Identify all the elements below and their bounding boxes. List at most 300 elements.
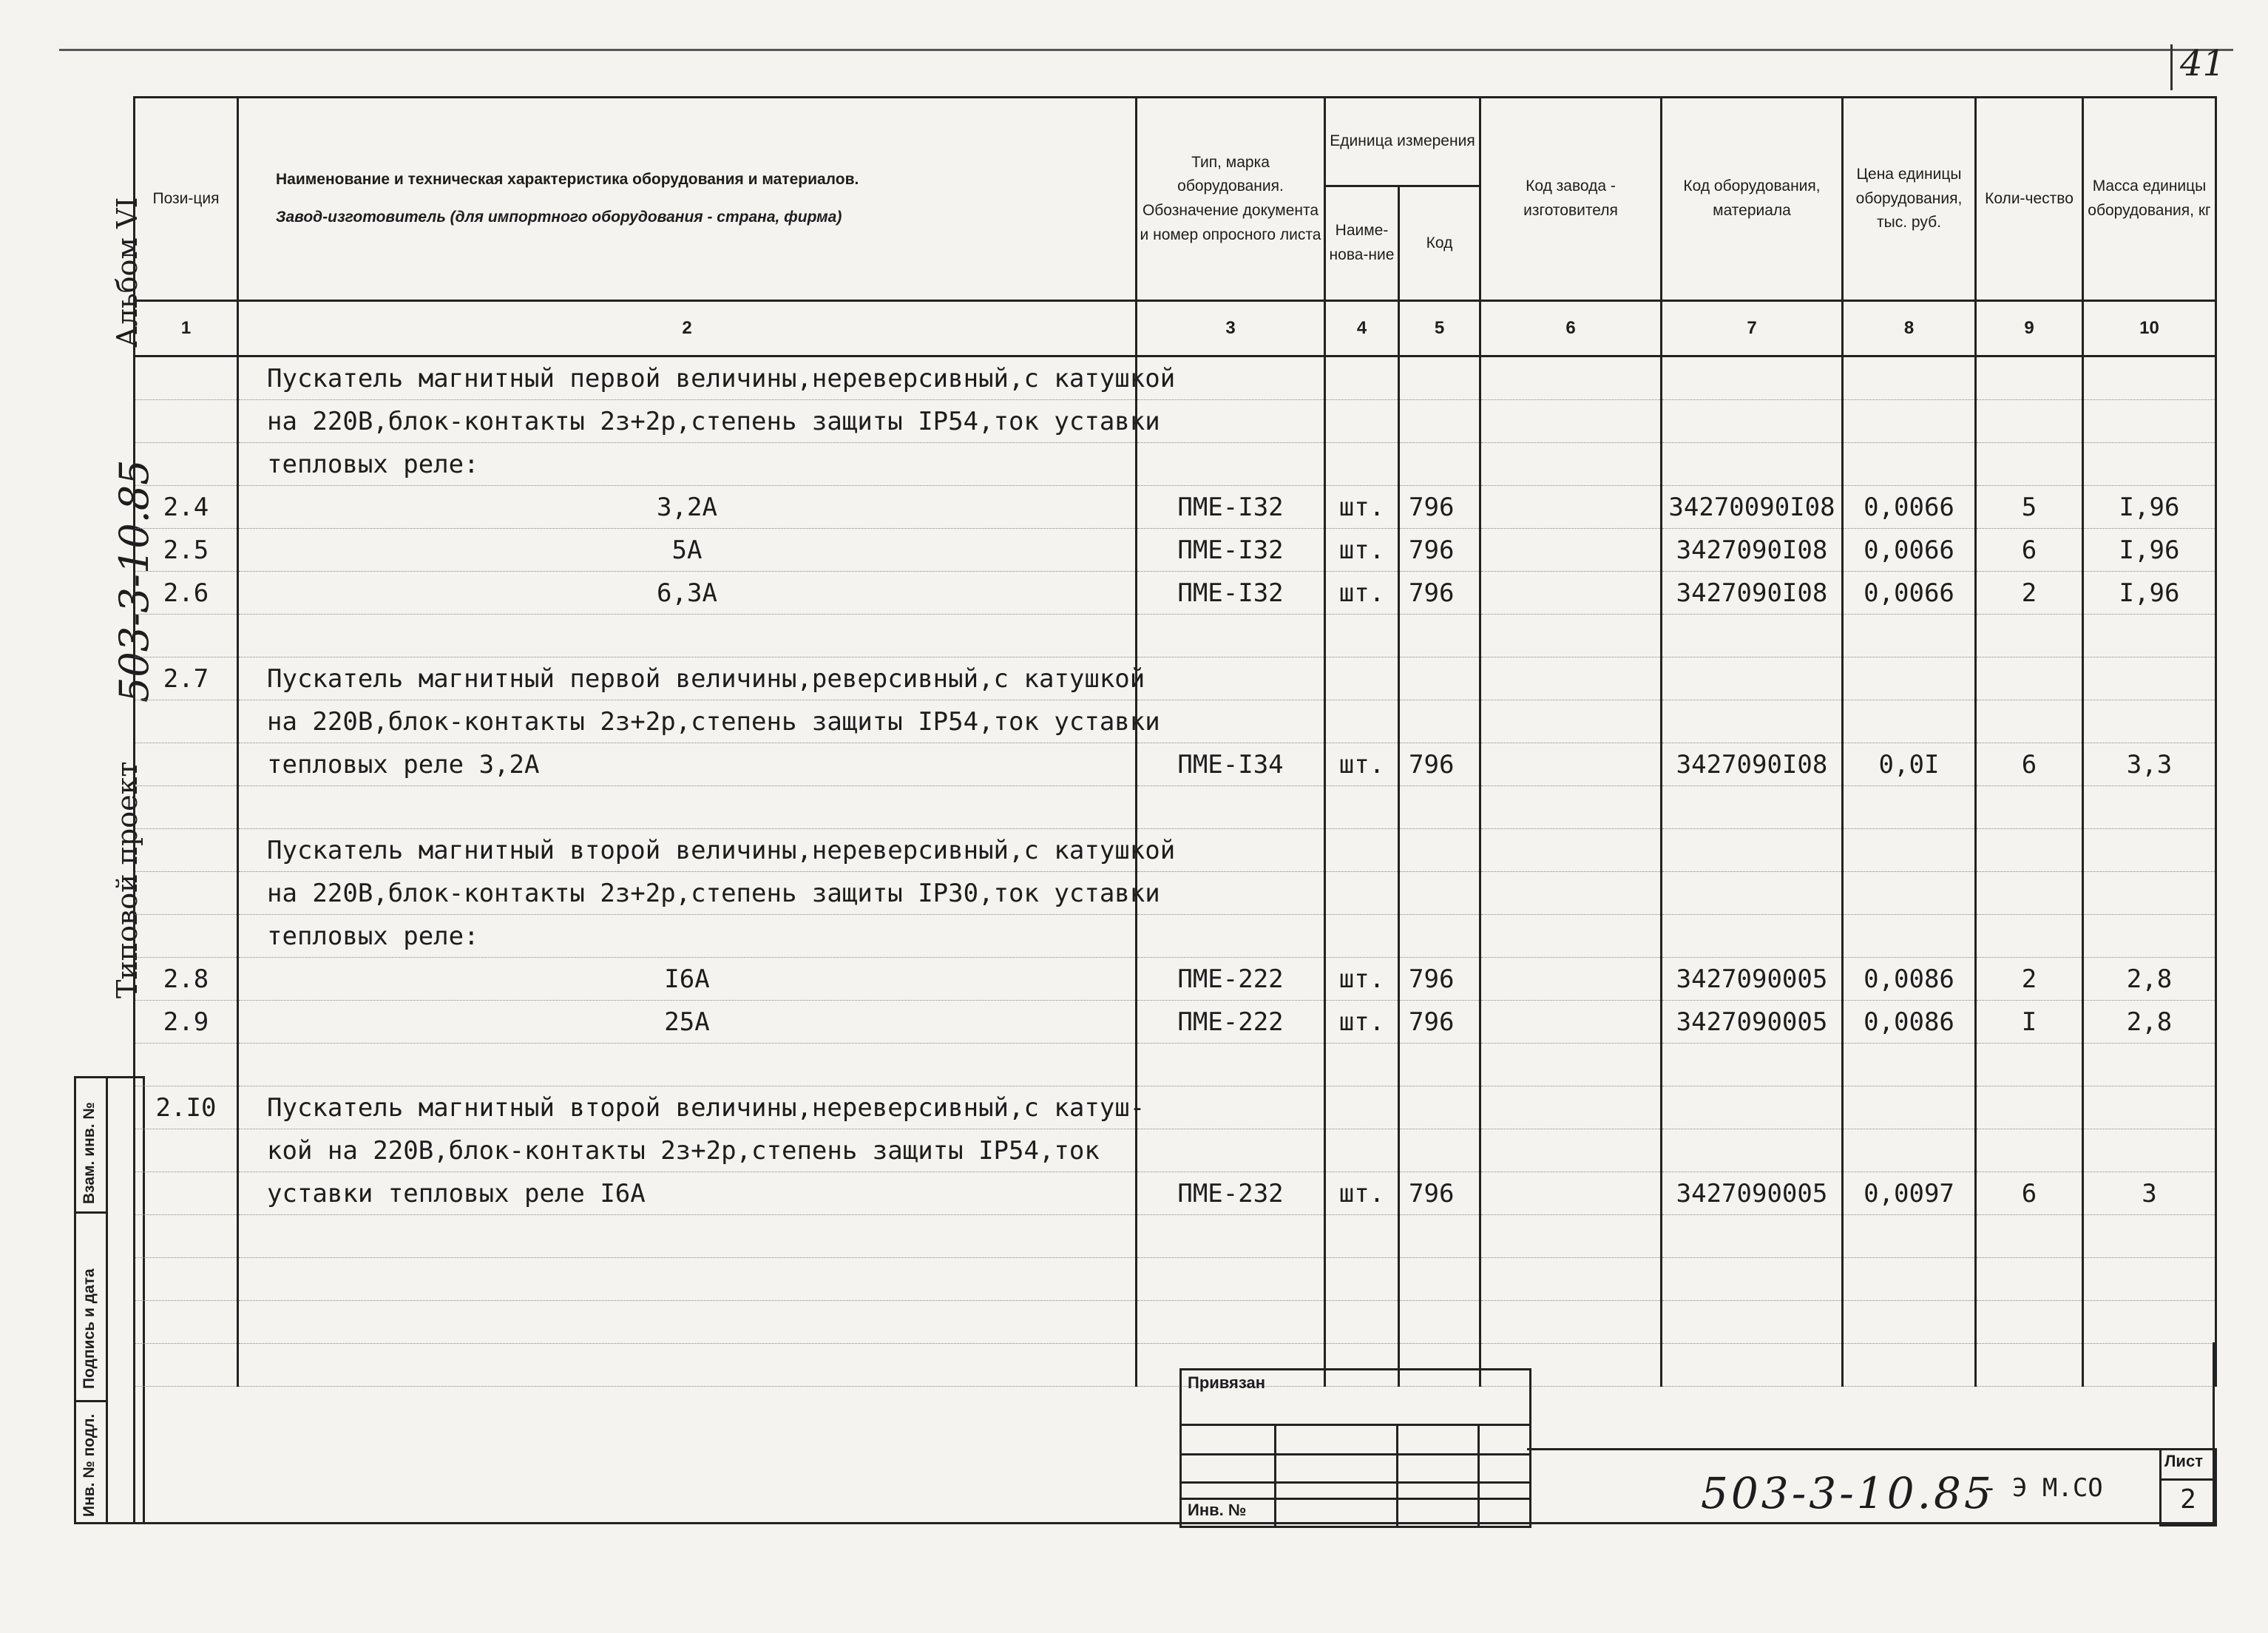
unit-cell: шт. — [1325, 1172, 1399, 1215]
unit-code-cell — [1399, 400, 1480, 443]
price-cell — [1843, 1258, 1976, 1301]
equipment-code-cell — [1662, 872, 1843, 915]
unit-cell — [1325, 400, 1399, 443]
table-row — [135, 872, 2216, 915]
price-cell — [1843, 657, 1976, 700]
name-cell — [238, 786, 1137, 829]
quantity-cell — [1976, 700, 2083, 743]
header-name — [238, 98, 1137, 301]
name-cell — [238, 1044, 1137, 1086]
equipment-code-cell: 3427090I08 — [1662, 529, 1843, 572]
price-cell — [1843, 700, 1976, 743]
document-code: 503-3-10.85 — [1701, 1468, 1994, 1518]
mass-cell — [2083, 1044, 2216, 1086]
table-row — [135, 958, 2216, 1001]
unit-code-cell — [1399, 1258, 1480, 1301]
equipment-code-cell — [1662, 786, 1843, 829]
name-cell: на 220В,блок-контакты 2з+2р,степень защиты IP54,ток уставки — [238, 400, 1137, 443]
type-cell — [1137, 1215, 1325, 1258]
factory-code-cell — [1480, 1258, 1662, 1301]
type-cell: ПМЕ-222 — [1137, 958, 1325, 1001]
unit-cell — [1325, 829, 1399, 872]
equipment-code-cell — [1662, 1215, 1843, 1258]
position-cell — [135, 615, 238, 657]
price-cell — [1843, 1129, 1976, 1172]
unit-cell: шт. — [1325, 1001, 1399, 1044]
unit-code-cell — [1399, 1215, 1480, 1258]
unit-code-cell — [1399, 1301, 1480, 1344]
equipment-code-cell: 3427090I08 — [1662, 572, 1843, 615]
factory-code-cell — [1480, 1086, 1662, 1129]
unit-code-cell — [1399, 1086, 1480, 1129]
unit-code-cell — [1399, 1129, 1480, 1172]
project-type-label: Типовой проект — [111, 761, 143, 998]
column-number: 4 — [1325, 301, 1399, 356]
price-cell: 0,0086 — [1843, 1001, 1976, 1044]
quantity-cell: 6 — [1976, 1172, 2083, 1215]
type-cell — [1137, 443, 1325, 486]
factory-code-cell — [1480, 1172, 1662, 1215]
name-cell: тепловых реле: — [238, 915, 1137, 958]
type-cell: ПМЕ-I32 — [1137, 529, 1325, 572]
unit-cell: шт. — [1325, 572, 1399, 615]
type-cell — [1137, 786, 1325, 829]
unit-code-cell — [1399, 700, 1480, 743]
table-row — [135, 529, 2216, 572]
quantity-cell — [1976, 1129, 2083, 1172]
column-number: 7 — [1662, 301, 1843, 356]
factory-code-cell — [1480, 657, 1662, 700]
equipment-code-cell — [1662, 915, 1843, 958]
position-cell — [135, 700, 238, 743]
quantity-cell: 2 — [1976, 572, 2083, 615]
unit-code-cell: 796 — [1399, 1172, 1480, 1215]
column-number: 8 — [1843, 301, 1976, 356]
price-cell — [1843, 1044, 1976, 1086]
price-cell — [1843, 1301, 1976, 1344]
document-suffix: - Э М.СО — [1982, 1473, 2103, 1503]
quantity-cell: 6 — [1976, 743, 2083, 786]
price-cell: 0,0086 — [1843, 958, 1976, 1001]
unit-cell — [1325, 915, 1399, 958]
name-cell: 6,3А — [238, 572, 1137, 615]
table-row — [135, 786, 2216, 829]
position-cell — [135, 1301, 238, 1344]
type-cell: ПМЕ-I32 — [1137, 572, 1325, 615]
table-row — [135, 1301, 2216, 1344]
mass-cell — [2083, 786, 2216, 829]
table-row — [135, 356, 2216, 400]
table-row — [135, 915, 2216, 958]
table-row — [135, 1258, 2216, 1301]
unit-cell: шт. — [1325, 958, 1399, 1001]
header-mass: Масса единицы оборудования, кг — [2083, 98, 2216, 301]
type-cell: ПМЕ-I34 — [1137, 743, 1325, 786]
price-cell — [1843, 1215, 1976, 1258]
factory-code-cell — [1480, 529, 1662, 572]
quantity-cell — [1976, 1044, 2083, 1086]
mass-cell — [2083, 657, 2216, 700]
position-cell — [135, 1344, 238, 1387]
table-row — [135, 1086, 2216, 1129]
equipment-code-cell: 3427090005 — [1662, 1172, 1843, 1215]
name-cell: Пускатель магнитный второй величины,нереверсивный,с катуш- — [238, 1086, 1137, 1129]
mass-cell — [2083, 700, 2216, 743]
top-border-line — [59, 49, 2233, 51]
position-cell — [135, 743, 238, 786]
position-cell — [135, 400, 238, 443]
quantity-cell — [1976, 786, 2083, 829]
mass-cell: 2,8 — [2083, 1001, 2216, 1044]
unit-cell: шт. — [1325, 529, 1399, 572]
unit-cell — [1325, 1301, 1399, 1344]
unit-cell: шт. — [1325, 486, 1399, 529]
unit-cell — [1325, 872, 1399, 915]
unit-cell — [1325, 1044, 1399, 1086]
factory-code-cell — [1480, 872, 1662, 915]
unit-code-cell — [1399, 443, 1480, 486]
album-label: Альбом VI — [111, 197, 143, 348]
mass-cell — [2083, 915, 2216, 958]
factory-code-cell — [1480, 1044, 1662, 1086]
unit-cell — [1325, 1129, 1399, 1172]
factory-code-cell — [1480, 743, 1662, 786]
name-cell: 5А — [238, 529, 1137, 572]
unit-cell: шт. — [1325, 743, 1399, 786]
quantity-cell: 2 — [1976, 958, 2083, 1001]
price-cell: 0,0066 — [1843, 529, 1976, 572]
unit-code-cell — [1399, 657, 1480, 700]
name-cell: Пускатель магнитный первой величины,нереверсивный,с катушкой — [238, 356, 1137, 400]
type-cell: ПМЕ-222 — [1137, 1001, 1325, 1044]
stamp-inv: Инв. № подл. — [81, 1413, 98, 1517]
equipment-code-cell — [1662, 400, 1843, 443]
factory-code-cell — [1480, 786, 1662, 829]
mass-cell — [2083, 443, 2216, 486]
name-cell: 25А — [238, 1001, 1137, 1044]
column-number: 2 — [238, 301, 1137, 356]
equipment-code-cell — [1662, 356, 1843, 400]
position-cell: 2.9 — [135, 1001, 238, 1044]
type-cell — [1137, 1086, 1325, 1129]
quantity-cell — [1976, 829, 2083, 872]
equipment-code-cell: 3427090005 — [1662, 1001, 1843, 1044]
type-cell — [1137, 1258, 1325, 1301]
stamp-podpis: Подпись и дата — [81, 1268, 98, 1389]
unit-code-cell — [1399, 872, 1480, 915]
name-cell: тепловых реле: — [238, 443, 1137, 486]
header-name-line2: Завод-изготовитель (для импортного оборудования - страна, фирма) — [276, 209, 842, 226]
unit-code-cell: 796 — [1399, 486, 1480, 529]
unit-cell — [1325, 657, 1399, 700]
project-code-vertical: 503-3-10.85 — [111, 459, 158, 703]
name-cell — [238, 1301, 1137, 1344]
price-cell: 0,0097 — [1843, 1172, 1976, 1215]
type-cell — [1137, 657, 1325, 700]
unit-code-cell: 796 — [1399, 529, 1480, 572]
list-number: 2 — [2180, 1484, 2196, 1515]
price-cell — [1843, 915, 1976, 958]
name-cell: на 220В,блок-контакты 2з+2р,степень защиты IP54,ток уставки — [238, 700, 1137, 743]
table-row — [135, 1172, 2216, 1215]
factory-code-cell — [1480, 1001, 1662, 1044]
factory-code-cell — [1480, 1301, 1662, 1344]
type-cell — [1137, 1129, 1325, 1172]
sheet-number-box — [2159, 1448, 2217, 1526]
price-cell — [1843, 829, 1976, 872]
mass-cell: 2,8 — [2083, 958, 2216, 1001]
equipment-code-cell — [1662, 615, 1843, 657]
type-cell — [1137, 1301, 1325, 1344]
quantity-cell — [1976, 356, 2083, 400]
factory-code-cell — [1480, 572, 1662, 615]
unit-code-cell — [1399, 356, 1480, 400]
column-number: 9 — [1976, 301, 2083, 356]
position-cell — [135, 1129, 238, 1172]
position-cell: 2.8 — [135, 958, 238, 1001]
unit-cell — [1325, 443, 1399, 486]
factory-code-cell — [1480, 615, 1662, 657]
unit-code-cell — [1399, 829, 1480, 872]
unit-code-cell — [1399, 786, 1480, 829]
position-cell — [135, 829, 238, 872]
factory-code-cell — [1480, 958, 1662, 1001]
unit-code-cell: 796 — [1399, 572, 1480, 615]
name-cell: тепловых реле 3,2А — [238, 743, 1137, 786]
factory-code-cell — [1480, 700, 1662, 743]
table-row — [135, 657, 2216, 700]
equipment-code-cell — [1662, 1344, 1843, 1387]
mass-cell — [2083, 1258, 2216, 1301]
header-name-line1: Наименование и техническая характеристика оборудования и материалов. — [276, 171, 859, 189]
price-cell: 0,0066 — [1843, 486, 1976, 529]
equipment-code-cell — [1662, 1301, 1843, 1344]
position-cell — [135, 1044, 238, 1086]
table-body — [135, 356, 2216, 1387]
table-row — [135, 1001, 2216, 1044]
price-cell: 0,0066 — [1843, 572, 1976, 615]
table-row — [135, 486, 2216, 529]
name-cell: Пускатель магнитный второй величины,нереверсивный,с катушкой — [238, 829, 1137, 872]
table-row — [135, 743, 2216, 786]
mass-cell — [2083, 356, 2216, 400]
unit-code-cell — [1399, 1044, 1480, 1086]
mass-cell — [2083, 1129, 2216, 1172]
equipment-code-cell: 3427090005 — [1662, 958, 1843, 1001]
position-cell — [135, 443, 238, 486]
mass-cell — [2083, 829, 2216, 872]
mass-cell: I,96 — [2083, 572, 2216, 615]
header-factory-code: Код завода - изготовителя — [1480, 98, 1662, 301]
quantity-cell — [1976, 872, 2083, 915]
name-cell: кой на 220В,блок-контакты 2з+2р,степень защиты IP54,ток — [238, 1129, 1137, 1172]
header-unit-group: Единица измерения — [1325, 98, 1480, 186]
page-number: 41 — [2180, 43, 2226, 84]
page-number-divider — [2170, 44, 2173, 90]
factory-code-cell — [1480, 1129, 1662, 1172]
type-cell — [1137, 400, 1325, 443]
name-cell: Пускатель магнитный первой величины,реверсивный,с катушкой — [238, 657, 1137, 700]
factory-code-cell — [1480, 829, 1662, 872]
table-row — [135, 400, 2216, 443]
mass-cell — [2083, 400, 2216, 443]
position-cell — [135, 786, 238, 829]
stamp-vzam: Взам. инв. № — [81, 1102, 98, 1204]
quantity-cell: 5 — [1976, 486, 2083, 529]
equipment-code-cell — [1662, 1258, 1843, 1301]
price-cell — [1843, 786, 1976, 829]
quantity-cell — [1976, 1344, 2083, 1387]
mass-cell — [2083, 615, 2216, 657]
unit-cell — [1325, 1086, 1399, 1129]
table-row — [135, 1044, 2216, 1086]
equipment-code-cell — [1662, 443, 1843, 486]
equipment-code-cell — [1662, 829, 1843, 872]
quantity-cell — [1976, 657, 2083, 700]
position-cell — [135, 872, 238, 915]
header-position: Пози-ция — [135, 98, 238, 301]
name-cell — [238, 615, 1137, 657]
quantity-cell — [1976, 443, 2083, 486]
mass-cell — [2083, 1301, 2216, 1344]
price-cell: 0,0I — [1843, 743, 1976, 786]
quantity-cell: 6 — [1976, 529, 2083, 572]
position-cell: 2.I0 — [135, 1086, 238, 1129]
factory-code-cell — [1480, 356, 1662, 400]
type-cell — [1137, 915, 1325, 958]
unit-code-cell — [1399, 615, 1480, 657]
mass-cell: I,96 — [2083, 529, 2216, 572]
mass-cell: I,96 — [2083, 486, 2216, 529]
column-number-row — [135, 301, 2216, 356]
position-cell — [135, 1215, 238, 1258]
price-cell — [1843, 443, 1976, 486]
factory-code-cell — [1480, 443, 1662, 486]
column-number: 6 — [1480, 301, 1662, 356]
table-row — [135, 1344, 2216, 1387]
equipment-code-cell — [1662, 700, 1843, 743]
mass-cell — [2083, 1086, 2216, 1129]
factory-code-cell — [1480, 400, 1662, 443]
price-cell — [1843, 356, 1976, 400]
quantity-cell — [1976, 1301, 2083, 1344]
table-row — [135, 1129, 2216, 1172]
quantity-cell: I — [1976, 1001, 2083, 1044]
header-quantity: Коли-чество — [1976, 98, 2083, 301]
inventory-label: Инв. № — [1188, 1501, 1247, 1519]
type-cell — [1137, 700, 1325, 743]
price-cell — [1843, 1086, 1976, 1129]
header-unit-code: Код — [1399, 186, 1480, 301]
header-price: Цена единицы оборудования, тыс. руб. — [1843, 98, 1976, 301]
name-cell: на 220В,блок-контакты 2з+2р,степень защиты IP30,ток уставки — [238, 872, 1137, 915]
unit-cell — [1325, 615, 1399, 657]
table-row — [135, 700, 2216, 743]
unit-code-cell: 796 — [1399, 743, 1480, 786]
position-cell: 2.5 — [135, 529, 238, 572]
factory-code-cell — [1480, 1215, 1662, 1258]
header-equipment-code: Код оборудования, материала — [1662, 98, 1843, 301]
quantity-cell — [1976, 1215, 2083, 1258]
unit-cell — [1325, 1215, 1399, 1258]
column-number: 1 — [135, 301, 238, 356]
equipment-code-cell: 3427090I08 — [1662, 743, 1843, 786]
equipment-code-cell — [1662, 1129, 1843, 1172]
table-row — [135, 443, 2216, 486]
unit-cell — [1325, 356, 1399, 400]
mass-cell: 3,3 — [2083, 743, 2216, 786]
mass-cell — [2083, 1215, 2216, 1258]
type-cell: ПМЕ-I32 — [1137, 486, 1325, 529]
mass-cell — [2083, 872, 2216, 915]
header-unit-name: Наиме-нова-ние — [1325, 186, 1399, 301]
unit-cell — [1325, 786, 1399, 829]
binding-title-block — [1179, 1368, 1531, 1528]
quantity-cell — [1976, 1086, 2083, 1129]
position-cell — [135, 1258, 238, 1301]
type-cell — [1137, 872, 1325, 915]
quantity-cell — [1976, 400, 2083, 443]
price-cell — [1843, 615, 1976, 657]
column-number: 5 — [1399, 301, 1480, 356]
type-cell — [1137, 615, 1325, 657]
type-cell — [1137, 1044, 1325, 1086]
equipment-code-cell — [1662, 657, 1843, 700]
column-number: 3 — [1137, 301, 1325, 356]
position-cell — [135, 1172, 238, 1215]
position-cell: 2.7 — [135, 657, 238, 700]
mass-cell: 3 — [2083, 1172, 2216, 1215]
price-cell — [1843, 872, 1976, 915]
price-cell — [1843, 400, 1976, 443]
table-row — [135, 572, 2216, 615]
header-type: Тип, марка оборудования. Обозначение документа и номер опросного листа — [1137, 98, 1325, 301]
quantity-cell — [1976, 615, 2083, 657]
name-cell — [238, 1344, 1137, 1387]
unit-cell — [1325, 700, 1399, 743]
unit-code-cell: 796 — [1399, 958, 1480, 1001]
unit-code-cell: 796 — [1399, 1001, 1480, 1044]
equipment-code-cell — [1662, 1044, 1843, 1086]
unit-code-cell — [1399, 915, 1480, 958]
column-number: 10 — [2083, 301, 2216, 356]
price-cell — [1843, 1344, 1976, 1387]
table-row — [135, 1215, 2216, 1258]
position-cell: 2.4 — [135, 486, 238, 529]
table-row — [135, 615, 2216, 657]
mass-cell — [2083, 1344, 2216, 1387]
table-row — [135, 829, 2216, 872]
name-cell: I6А — [238, 958, 1137, 1001]
factory-code-cell — [1480, 486, 1662, 529]
type-cell: ПМЕ-232 — [1137, 1172, 1325, 1215]
factory-code-cell — [1480, 915, 1662, 958]
quantity-cell — [1976, 915, 2083, 958]
position-cell — [135, 356, 238, 400]
position-cell — [135, 915, 238, 958]
name-cell — [238, 1215, 1137, 1258]
name-cell — [238, 1258, 1137, 1301]
list-label: Лист — [2164, 1452, 2203, 1470]
privyazan-label: Привязан — [1188, 1373, 1266, 1392]
equipment-specification-table — [133, 96, 2217, 1387]
equipment-code-cell: 34270090I08 — [1662, 486, 1843, 529]
name-cell: уставки тепловых реле I6А — [238, 1172, 1137, 1215]
quantity-cell — [1976, 1258, 2083, 1301]
equipment-code-cell — [1662, 1086, 1843, 1129]
name-cell: 3,2А — [238, 486, 1137, 529]
unit-cell — [1325, 1258, 1399, 1301]
